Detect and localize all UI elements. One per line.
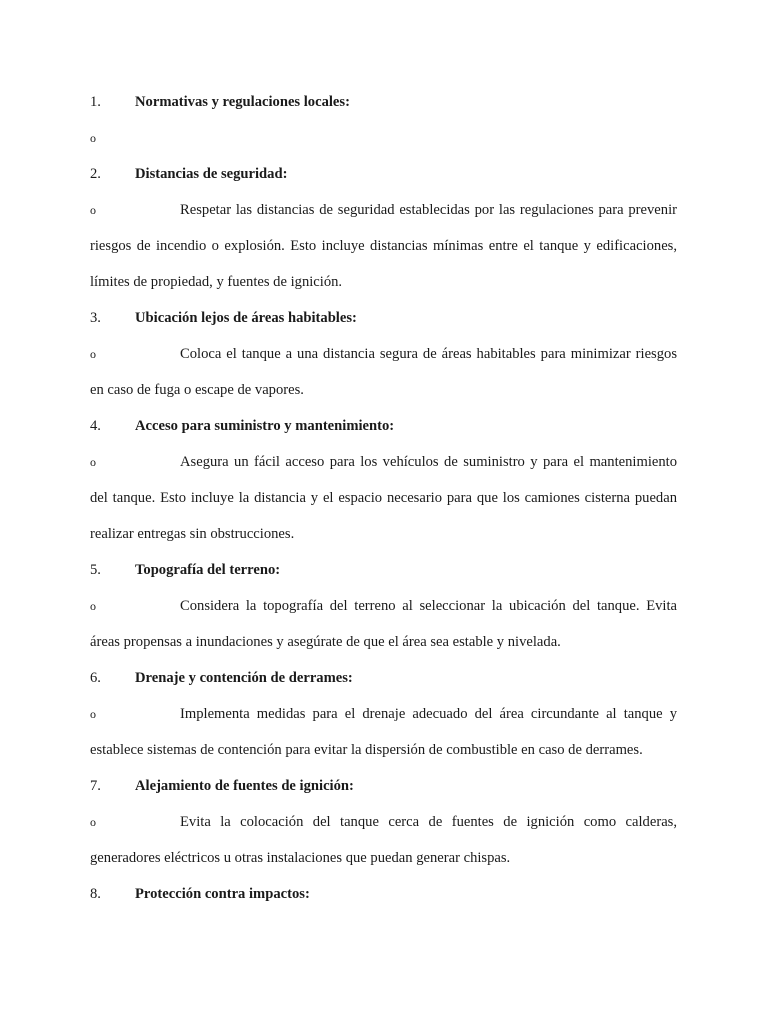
bullet-paragraph bbox=[90, 336, 677, 408]
paragraph-text: Coloca el tanque a una distancia segura de áreas habitables para minimizar riesgos en caso de fuga o escape de vapores. bbox=[90, 346, 677, 398]
paragraph-text: Evita la colocación del tanque cerca de fuentes de ignición como calderas, generadores eléctricos u otras instalaciones que puedan generar chispas. bbox=[90, 814, 677, 866]
paragraph-text: Implementa medidas para el drenaje adecuado del área circundante al tanque y establece sistemas de contención para evitar la dispersión de combustible en caso de derrames. bbox=[90, 706, 677, 758]
item-number: 6. bbox=[90, 670, 101, 686]
bullet-icon: o bbox=[90, 599, 96, 613]
item-heading: Ubicación lejos de áreas habitables: bbox=[135, 310, 357, 326]
item-heading: Normativas y regulaciones locales: bbox=[135, 94, 350, 110]
item-number: 5. bbox=[90, 562, 101, 578]
item-number: 8. bbox=[90, 886, 101, 902]
item-heading: Acceso para suministro y mantenimiento: bbox=[135, 418, 395, 434]
item-number: 1. bbox=[90, 94, 101, 110]
bullet-icon: o bbox=[90, 347, 96, 361]
item-number: 2. bbox=[90, 166, 101, 182]
bullet-paragraph bbox=[90, 588, 677, 660]
bullet-line bbox=[90, 120, 677, 156]
list-item-heading bbox=[90, 300, 677, 336]
bullet-icon: o bbox=[90, 203, 96, 217]
list-item-heading bbox=[90, 84, 677, 120]
bullet-paragraph bbox=[90, 696, 677, 768]
paragraph-text: Respetar las distancias de seguridad establecidas por las regulaciones para prevenir riesgos de incendio o explosión. Esto incluye distancias mínimas entre el tanque y edificaciones, límites de propiedad, y fuentes de ignición. bbox=[90, 202, 677, 290]
bullet-paragraph bbox=[90, 444, 677, 552]
item-heading: Distancias de seguridad: bbox=[135, 166, 288, 182]
bullet-icon: o bbox=[90, 131, 96, 145]
paragraph-text: Considera la topografía del terreno al seleccionar la ubicación del tanque. Evita áreas propensas a inundaciones y asegúrate de que el área sea estable y nivelada. bbox=[90, 598, 677, 650]
list-item-heading bbox=[90, 876, 677, 912]
bullet-paragraph bbox=[90, 192, 677, 300]
bullet-icon: o bbox=[90, 707, 96, 721]
item-number: 7. bbox=[90, 778, 101, 794]
list-item-heading bbox=[90, 552, 677, 588]
bullet-paragraph bbox=[90, 804, 677, 876]
item-heading: Topografía del terreno: bbox=[135, 562, 281, 578]
list-item-heading bbox=[90, 768, 677, 804]
list-item-heading bbox=[90, 156, 677, 192]
item-heading: Protección contra impactos: bbox=[135, 886, 310, 902]
item-number: 3. bbox=[90, 310, 101, 326]
list-item-heading bbox=[90, 660, 677, 696]
item-heading: Drenaje y contención de derrames: bbox=[135, 670, 353, 686]
item-heading: Alejamiento de fuentes de ignición: bbox=[135, 778, 354, 794]
list-item-heading bbox=[90, 408, 677, 444]
bullet-icon: o bbox=[90, 455, 96, 469]
paragraph-text: Asegura un fácil acceso para los vehículos de suministro y para el mantenimiento del tanque. Esto incluye la distancia y el espacio necesario para que los camiones cisterna puedan realizar entregas sin obstrucciones. bbox=[90, 454, 677, 542]
bullet-icon: o bbox=[90, 815, 96, 829]
document-body bbox=[90, 84, 677, 912]
item-number: 4. bbox=[90, 418, 101, 434]
